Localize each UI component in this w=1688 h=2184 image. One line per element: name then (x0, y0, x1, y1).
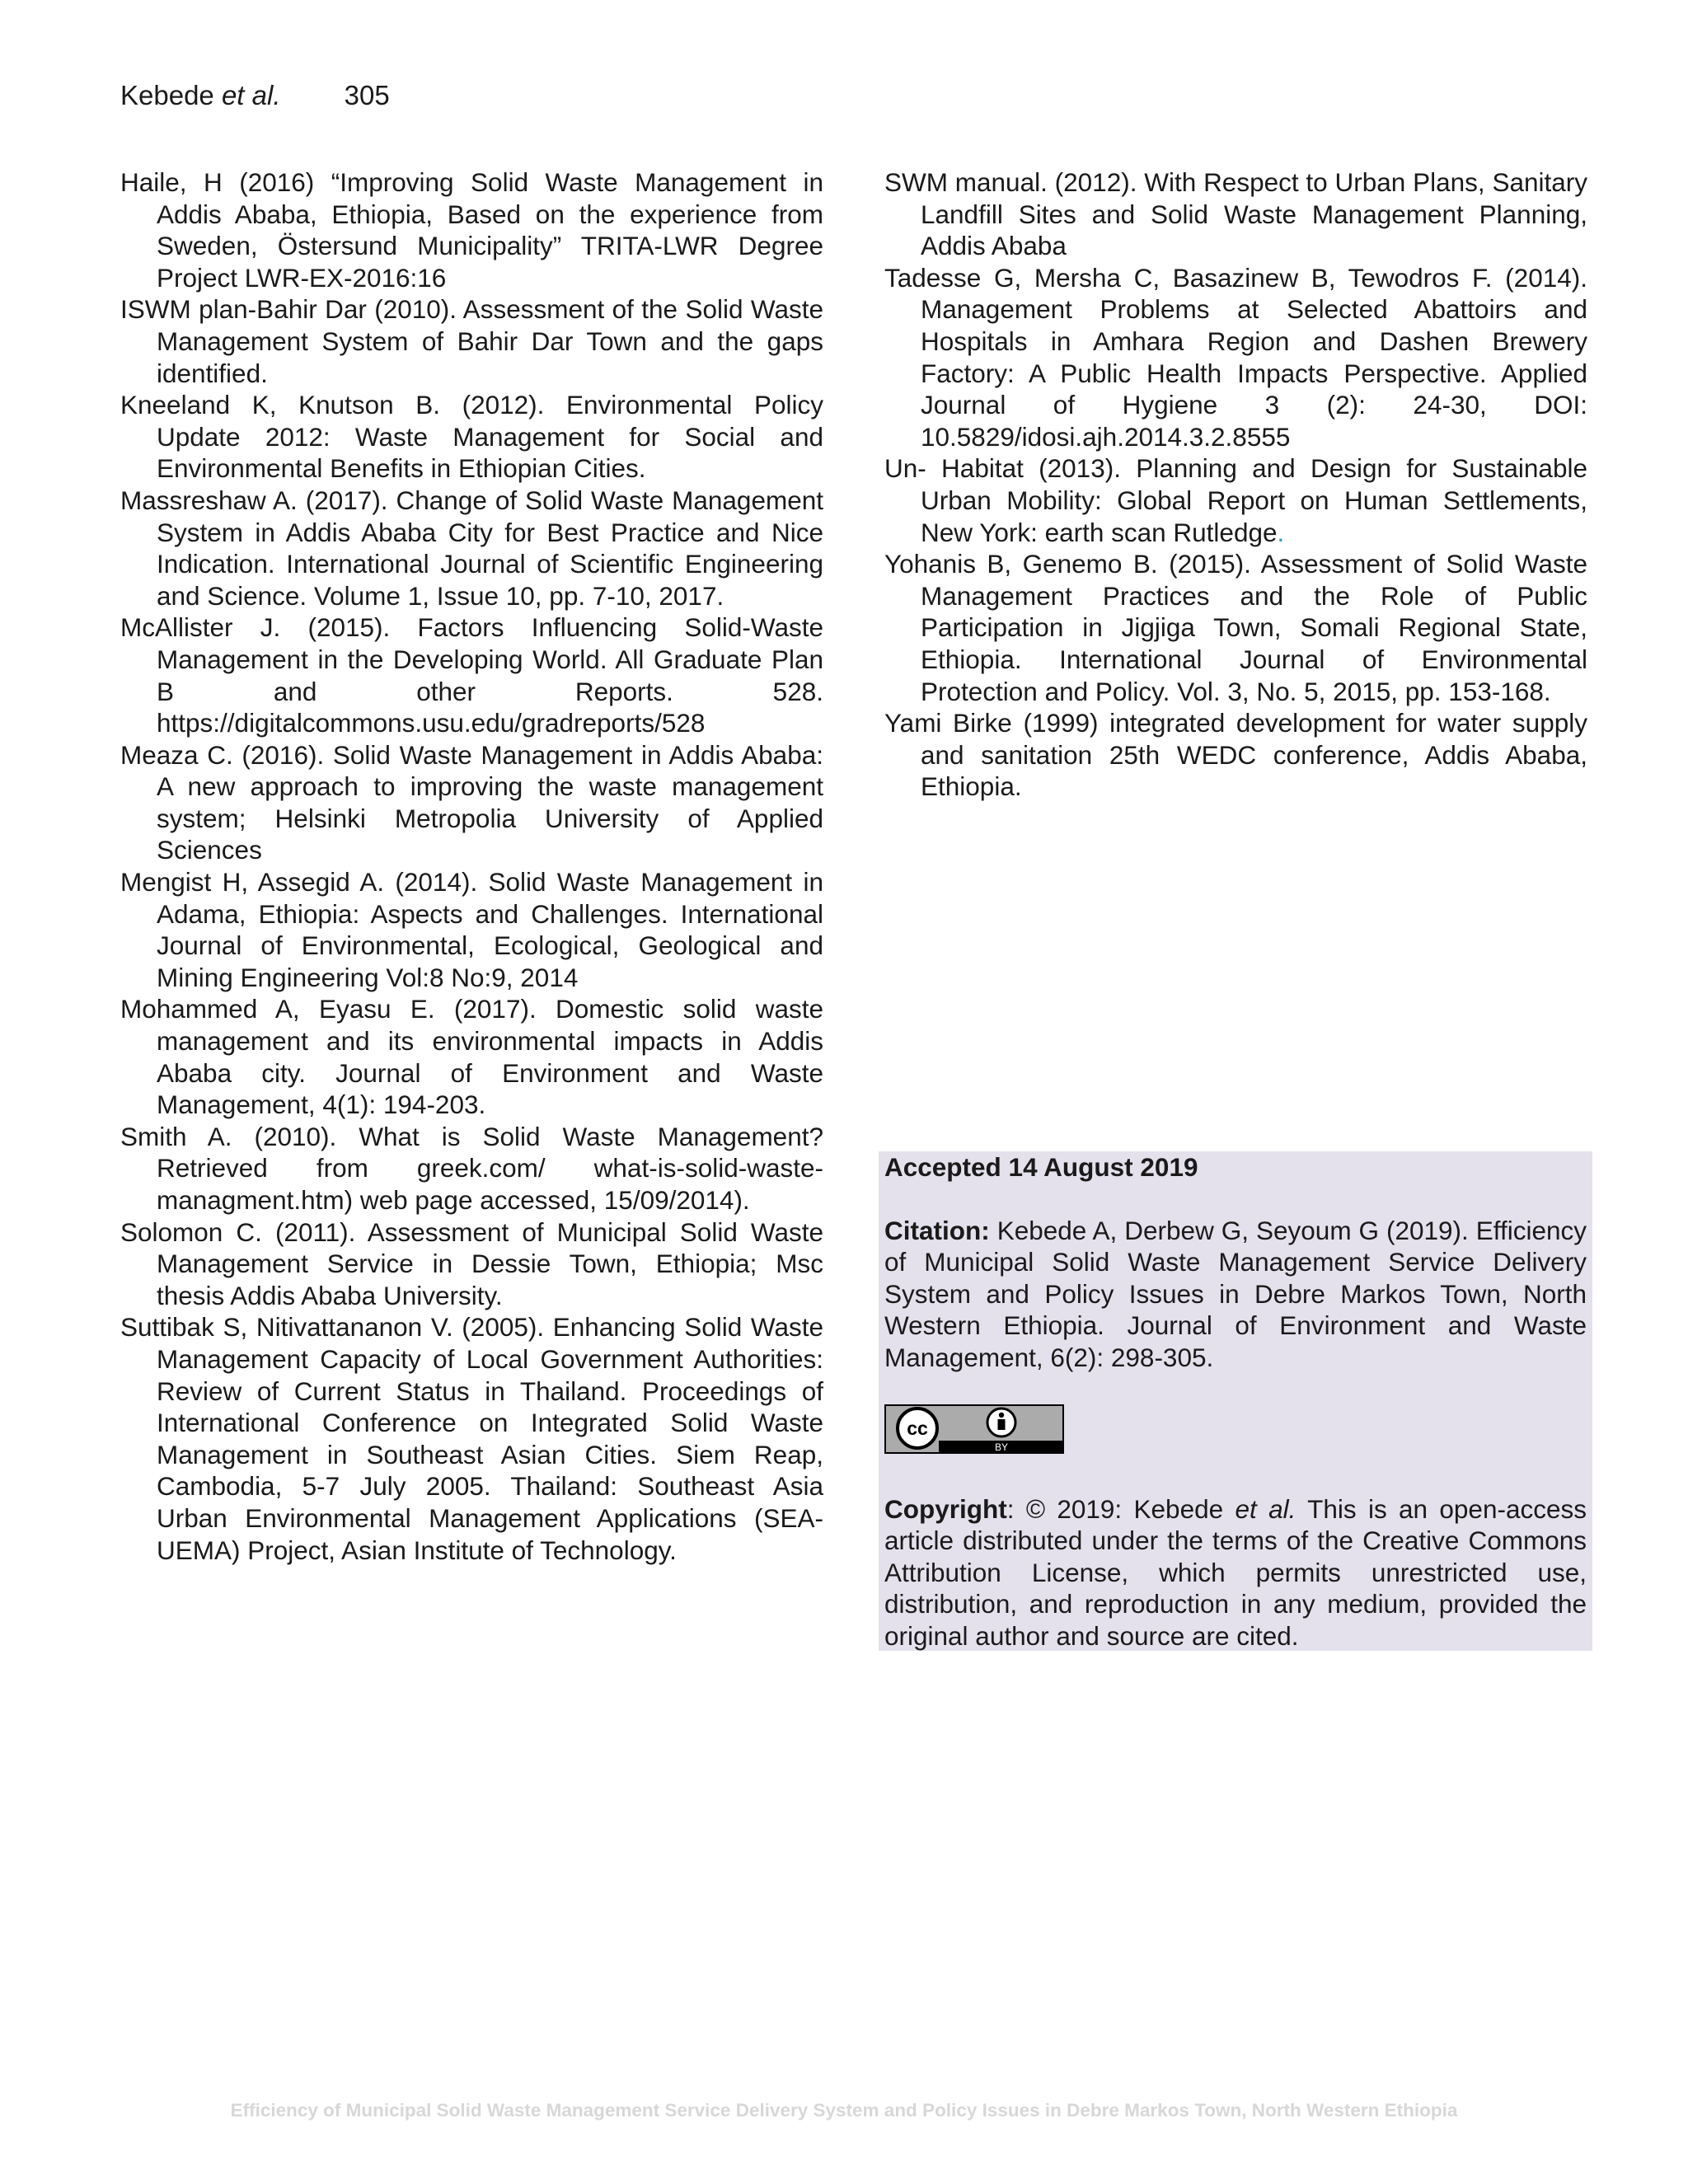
accepted-date: Accepted 14 August 2019 (884, 1152, 1198, 1182)
references-left-column (120, 166, 823, 1566)
reference-entry (120, 739, 823, 866)
reference-text: Solomon C. (2011). Assessment of Municipal Solid Waste Management Service in Dessie Town, Ethiopia; Msc thesis Addis Ababa University. (120, 1216, 823, 1310)
copyright (884, 1493, 1587, 1652)
reference-text: ISWM plan-Bahir Dar (2010). Assessment of the Solid Waste Management System of Bahir Dar Town and the gaps identified. (120, 294, 823, 388)
header-et-al: et al. (221, 80, 281, 110)
citation-text: Kebede A, Derbew G, Seyoum G (2019). Efficiency of Municipal Solid Waste Management Service Delivery System and Policy Issues in Debre Markos Town, North Western Ethiopia. Journal of Environment and Waste Management, 6(2): 298-305. (884, 1215, 1587, 1372)
reference-entry (120, 1216, 823, 1312)
reference-tail: . (1277, 517, 1285, 547)
reference-text: Yami Birke (1999) integrated development for water supply and sanitation 25th WEDC conference, Addis Ababa, Ethiopia. (884, 708, 1587, 802)
citation-label: Citation: (884, 1215, 990, 1245)
copyright-pre: : © 2019: Kebede (1006, 1493, 1236, 1524)
reference-entry (120, 485, 823, 612)
reference-entry (120, 993, 823, 1120)
reference-url[interactable]: 10.5829/idosi.ajh.2014.3.2.8555 (921, 421, 1291, 452)
copyright-et-al: et al. (1235, 1493, 1296, 1524)
reference-text: Tadesse G, Mersha C, Basazinew B, Tewodros F. (2014). Management Problems at Selected Abattoirs and Hospitals in Amhara Region and Dashen Brewery Factory: A Public Health Impacts Perspective. Applied Journal of Hygiene 3 (2): 24-30, DOI: (884, 262, 1587, 420)
article-info-box (879, 1151, 1592, 1651)
page-number: 305 (344, 80, 390, 110)
reference-entry (120, 612, 823, 738)
reference-entry (884, 548, 1587, 707)
reference-text: McAllister J. (2015). Factors Influencing Solid-Waste Management in the Developing World. All Graduate Plan B and other Reports. 528. (120, 612, 823, 706)
reference-text: Haile, H (2016) “Improving Solid Waste Management in Addis Ababa, Ethiopia, Based on the experience from Sweden, Östersund Municipality” TRITA-LWR Degree Project LWR-EX-2016:16 (120, 167, 823, 293)
reference-text: Mohammed A, Eyasu E. (2017). Domestic solid waste management and its environmental impacts in Addis Ababa city. Journal of Environment and Waste Management, 4(1): 194-203. (120, 994, 823, 1120)
reference-entry (884, 166, 1587, 262)
page-footer: Efficiency of Municipal Solid Waste Management Service Delivery System and Policy Issues in Debre Markos Town, North Western Ethiopia (230, 2100, 1458, 2121)
references-right-column (884, 166, 1587, 803)
reference-text: Meaza C. (2016). Solid Waste Management in Addis Ababa: A new approach to improving the waste management system; Helsinki Metropolia University of Applied Sciences (120, 739, 823, 865)
reference-entry (120, 866, 823, 993)
reference-entry (120, 166, 823, 293)
reference-entry (120, 1121, 823, 1216)
reference-text: Un- Habitat (2013). Planning and Design for Sustainable Urban Mobility: Global Report on Human Settlements, New York: earth scan Rutledge (884, 453, 1587, 547)
reference-text: SWM manual. (2012). With Respect to Urban Plans, Sanitary Landfill Sites and Solid Waste Management Planning, Addis Ababa (884, 167, 1587, 261)
reference-text: Suttibak S, Nitivattananon V. (2005). Enhancing Solid Waste Management Capacity of Local Government Authorities: Review of Current Status in Thailand. Proceedings of International Conference on Integrated Solid Waste Management in Southeast Asian Cities. Siem Reap, Cambodia, 5-7 July 2005. Thailand: Southeast Asia Urban Environmental Management Applications (SEA-UEMA) Project, Asian Institute of Technology. (120, 1312, 823, 1565)
reference-entry (120, 293, 823, 389)
reference-url[interactable]: https://digitalcommons.usu.edu/gradreports/528 (157, 708, 706, 738)
reference-entry (120, 389, 823, 485)
header-author: Kebede (120, 80, 214, 110)
reference-text: Mengist H, Assegid A. (2014). Solid Waste Management in Adama, Ethiopia: Aspects and Challenges. International Journal of Environmental, Ecological, Geological and Mining Engineering Vol:8 No:9, 2014 (120, 867, 823, 992)
reference-text: Smith A. (2010). What is Solid Waste Management? Retrieved from greek.com/ what-is-solid-waste-managment.htm) web page accessed, 15/09/2014). (120, 1121, 823, 1215)
creative-commons-by-icon[interactable] (884, 1404, 1064, 1454)
citation (884, 1215, 1587, 1374)
cc-badge-by-text: BY (994, 1441, 1009, 1453)
running-head (120, 77, 390, 114)
reference-entry (884, 452, 1587, 548)
copyright-text: This is an open-access article distributed under the terms of the Creative Commons Attribution License, which permits unrestricted use, distribution, and reproduction in any medium, provided the original author and source are cited. (884, 1493, 1587, 1651)
reference-entry (120, 1311, 823, 1566)
reference-entry (884, 707, 1587, 803)
copyright-label: Copyright (884, 1493, 1007, 1524)
reference-text: Massreshaw A. (2017). Change of Solid Waste Management System in Addis Ababa City for Best Practice and Nice Indication. International Journal of Scientific Engineering and Science. Volume 1, Issue 10, pp. 7-10, 2017. (120, 485, 823, 611)
reference-entry (884, 262, 1587, 453)
reference-text: Kneeland K, Knutson B. (2012). Environmental Policy Update 2012: Waste Management for Social and Environmental Benefits in Ethiopian Cities. (120, 390, 823, 484)
reference-text: Yohanis B, Genemo B. (2015). Assessment of Solid Waste Management Practices and the Role of Public Participation in Jigjiga Town, Somali Regional State, Ethiopia. International Journal of Environmental Protection and Policy. Vol. 3, No. 5, 2015, pp. 153-168. (884, 549, 1587, 706)
cc-badge-cc-text: cc (907, 1417, 928, 1439)
